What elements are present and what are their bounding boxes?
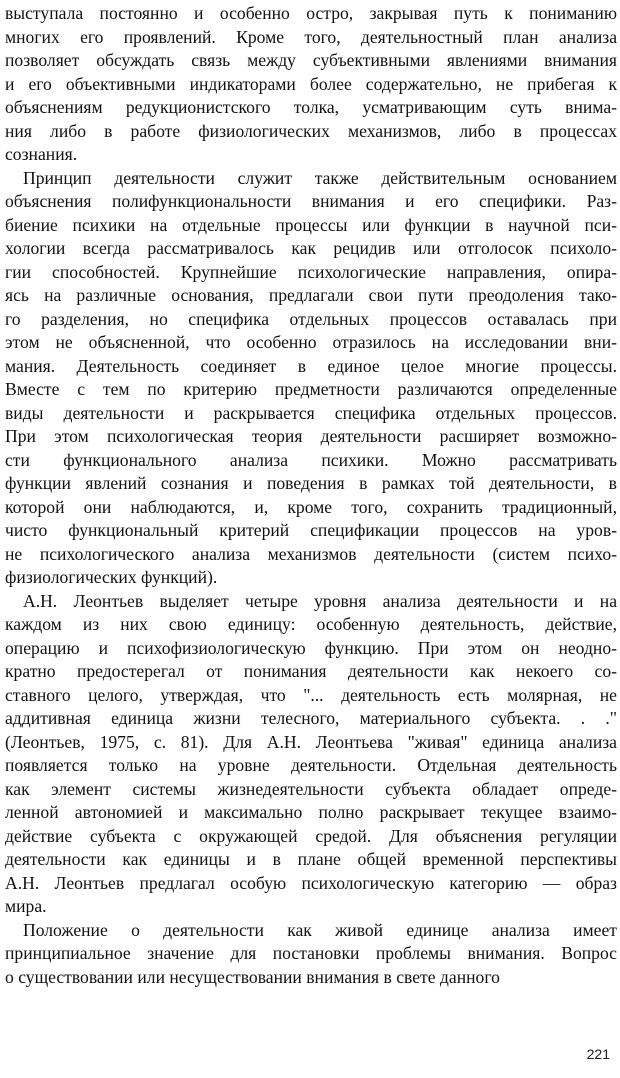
text-line: А.Н. Леонтьев предлагал особую психологическую категорию — образ (5, 872, 617, 893)
text-line: каждом из них свою единицу: особенную деятельность, действие, (5, 614, 617, 634)
text-line: функции явлений сознания и поведения в рамках той деятельности, в (5, 473, 617, 493)
text-line: гии способностей. Крупнейшие психологические направления, опира- (5, 261, 617, 282)
text-line: аддитивная единица жизни телесного, материального субъекта. . ." (5, 708, 617, 728)
text-line: многих его проявлений. Кроме того, деятельностный план анализа (5, 26, 617, 47)
body-text (5, 2, 617, 989)
text-line: объяснения полифункциональности внимания и его специфики. Раз- (5, 191, 617, 211)
text-line: кратно предостерегал от понимания деятельности как некоего со- (5, 661, 617, 681)
paragraph-2 (5, 167, 617, 590)
text-line: которой они наблюдаются, и, кроме того, сохранить традиционный, (5, 496, 617, 517)
text-line: физиологических функций). (5, 567, 218, 587)
text-line: Положение о деятельности как живой единице анализа имеет (23, 919, 617, 940)
text-line: Вместе с тем по критерию предметности различаются определенные (5, 379, 617, 399)
text-line: объяснениям редукционистского толка, усматривающим суть внима- (5, 97, 617, 117)
text-line: хологии всегда рассматривалось как рецидив или отголосок психоло- (5, 238, 617, 258)
page-number: 221 (586, 1046, 610, 1062)
text-line: позволяет обсуждать связь между субъективными явлениями внимания (5, 50, 617, 70)
text-line: (Леонтьев, 1975, с. 81). Для А.Н. Леонтьева "живая" единица анализа (5, 731, 617, 752)
text-line: ленной автономией и максимально полно раскрывает текущее взаимо- (5, 802, 617, 822)
text-line: сти функционального анализа психики. Можно рассматривать (5, 449, 617, 470)
text-line: ния либо в работе физиологических механизмов, либо в процессах (5, 120, 617, 141)
text-line: го разделения, но специфика отдельных процессов оставалась при (5, 308, 617, 329)
text-line: не психологического анализа механизмов деятельности (систем психо- (5, 543, 617, 564)
paragraph-4 (5, 919, 617, 990)
text-line: мира. (5, 896, 47, 916)
paragraph-1 (5, 2, 617, 167)
text-line: появляется только на уровне деятельности. Отдельная деятельность (5, 755, 617, 775)
text-line: деятельности как единицы и в плане общей временной перспективы (5, 849, 617, 869)
text-line: А.Н. Леонтьев выделяет четыре уровня анализа деятельности и на (23, 590, 617, 611)
text-line: Принцип деятельности служит также действительным основанием (23, 167, 617, 188)
text-line: и его объективными индикаторами более содержательно, не прибегая к (5, 73, 617, 94)
text-line: виды деятельности и раскрывается специфика отдельных процессов. (5, 402, 617, 423)
text-line: мания. Деятельность соединяет в единое целое многие процессы. (5, 355, 617, 376)
text-line: выступала постоянно и особенно остро, закрывая путь к пониманию (5, 3, 617, 23)
text-line: ставного целого, утверждая, что "... деятельность есть молярная, не (5, 684, 617, 705)
text-line: принципиальное значение для постановки проблемы внимания. Вопрос (5, 943, 617, 963)
text-line: ясь на различные основания, предлагали свои пути преодоления тако- (5, 285, 617, 305)
paragraph-3 (5, 590, 617, 919)
text-line: о существовании или несуществовании внимания в свете данного (5, 966, 500, 987)
text-line: биение психики на отдельные процессы или функции в научной пси- (5, 214, 617, 235)
text-line: чисто функциональный критерий спецификации процессов на уров- (5, 520, 617, 540)
text-line: При этом психологическая теория деятельности расширяет возможно- (5, 426, 617, 446)
text-line: как элемент системы жизнедеятельности субъекта обладает опреде- (5, 778, 617, 799)
text-line: сознания. (5, 144, 78, 164)
text-line: действие субъекта с окружающей средой. Для объяснения регуляции (5, 825, 617, 846)
text-line: операцию и психофизиологическую функцию. При этом он неодно- (5, 637, 617, 658)
text-line: этом не объясненной, что особенно отразилось на исследовании вни- (5, 332, 617, 352)
